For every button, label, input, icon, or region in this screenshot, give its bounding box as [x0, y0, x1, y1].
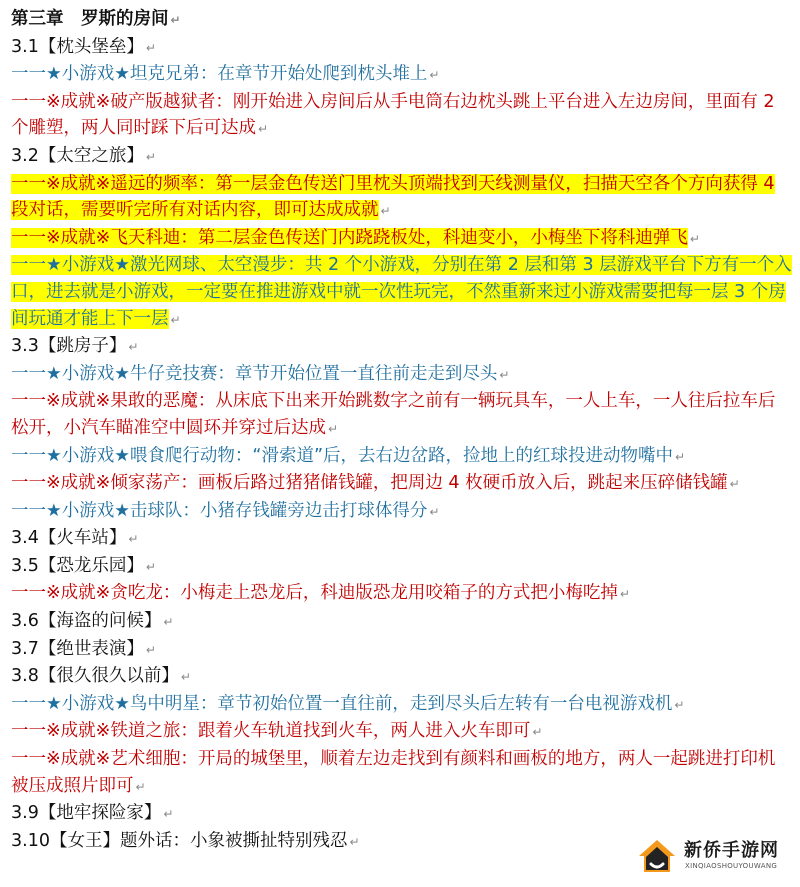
chapter-title: 第三章 罗斯的房间 ↵: [11, 9, 181, 29]
watermark-subtitle: XINQIAOSHOUYOUWANG: [685, 862, 778, 870]
minigame-entry: 一一★小游戏★击球队：小猪存钱罐旁边击打球体得分 ↵: [11, 500, 440, 521]
minigame-entry: 一一★小游戏★牛仔竞技赛：章节开始位置一直往前走走到尽头 ↵: [11, 363, 510, 384]
achievement-entry: 一一※成就※遥远的频率：第一层金色传送门里枕头顶端找到天线测量仪，扫描天空各个方向获得 4 段对话，需要听完所有对话内容，即可达成成就 ↵: [11, 173, 775, 221]
section-heading-3-10: 3.10【女王】题外话：小象被撕扯特别残忍 ↵: [11, 830, 360, 851]
achievement-entry: 一一※成就※艺术细胞：开局的城堡里，顺着左边走找到有颜料和画板的地方，两人一起跳进打印机被压成照片即可 ↵: [11, 749, 776, 796]
section-heading-3-8: 3.8【很久很久以前】 ↵: [11, 666, 191, 687]
minigame-entry: 一一★小游戏★激光网球、太空漫步：共 2 个小游戏，分别在第 2 层和第 3 层游戏平台下方有一个入口，进去就是小游戏，一定要在推进游戏中就一次性玩完，不然重新来过小游戏需要把每一层 3 个房间玩通才能上下一层 ↵: [11, 255, 792, 329]
section-heading-3-2: 3.2【太空之旅】 ↵: [11, 145, 156, 166]
achievement-entry: 一一※成就※破产版越狱者：刚开始进入房间后从手电筒右边枕头跳上平台进入左边房间，里面有 2 个雕塑，两人同时踩下后可达成 ↵: [11, 91, 775, 139]
achievement-entry: 一一※成就※铁道之旅：跟着火车轨道找到火车，两人进入火车即可 ↵: [11, 721, 543, 742]
document-body: [11, 6, 792, 855]
minigame-entry: 一一★小游戏★鸟中明星：章节初始位置一直往前，走到尽头后左转有一台电视游戏机 ↵: [11, 693, 685, 714]
house-logo-icon: [636, 835, 678, 877]
watermark-name: 新侨手游网: [684, 840, 779, 861]
minigame-entry: 一一★小游戏★喂食爬行动物：“滑索道”后，去右边岔路，捡地上的红球投进动物嘴中 ↵: [11, 445, 686, 466]
section-heading-3-1: 3.1【枕头堡垒】 ↵: [11, 36, 156, 57]
section-heading-3-5: 3.5【恐龙乐园】 ↵: [11, 555, 156, 576]
achievement-entry: 一一※成就※飞天科迪：第二层金色传送门内跷跷板处，科迪变小，小梅坐下将科迪弹飞 ↵: [11, 227, 700, 248]
minigame-entry: 一一★小游戏★坦克兄弟：在章节开始处爬到枕头堆上 ↵: [11, 64, 440, 85]
section-heading-3-4: 3.4【火车站】 ↵: [11, 528, 139, 549]
section-heading-3-7: 3.7【绝世表演】 ↵: [11, 638, 156, 659]
section-heading-3-6: 3.6【海盗的问候】 ↵: [11, 611, 174, 632]
section-heading-3-9: 3.9【地牢探险家】 ↵: [11, 803, 174, 824]
achievement-entry: 一一※成就※倾家荡产：画板后路过猪猪储钱罐，把周边 4 枚硬币放入后，跳起来压碎储钱罐 ↵: [11, 473, 740, 494]
achievement-entry: 一一※成就※贪吃龙：小梅走上恐龙后，科迪版恐龙用咬箱子的方式把小梅吃掉 ↵: [11, 583, 630, 604]
site-watermark: [632, 831, 792, 881]
achievement-entry: 一一※成就※果敢的恶魔：从床底下出来开始跳数字之前有一辆玩具车，一人上车，一人往后拉车后松开，小汽车瞄准空中圆环并穿过后达成 ↵: [11, 391, 776, 438]
section-heading-3-3: 3.3【跳房子】 ↵: [11, 336, 139, 357]
